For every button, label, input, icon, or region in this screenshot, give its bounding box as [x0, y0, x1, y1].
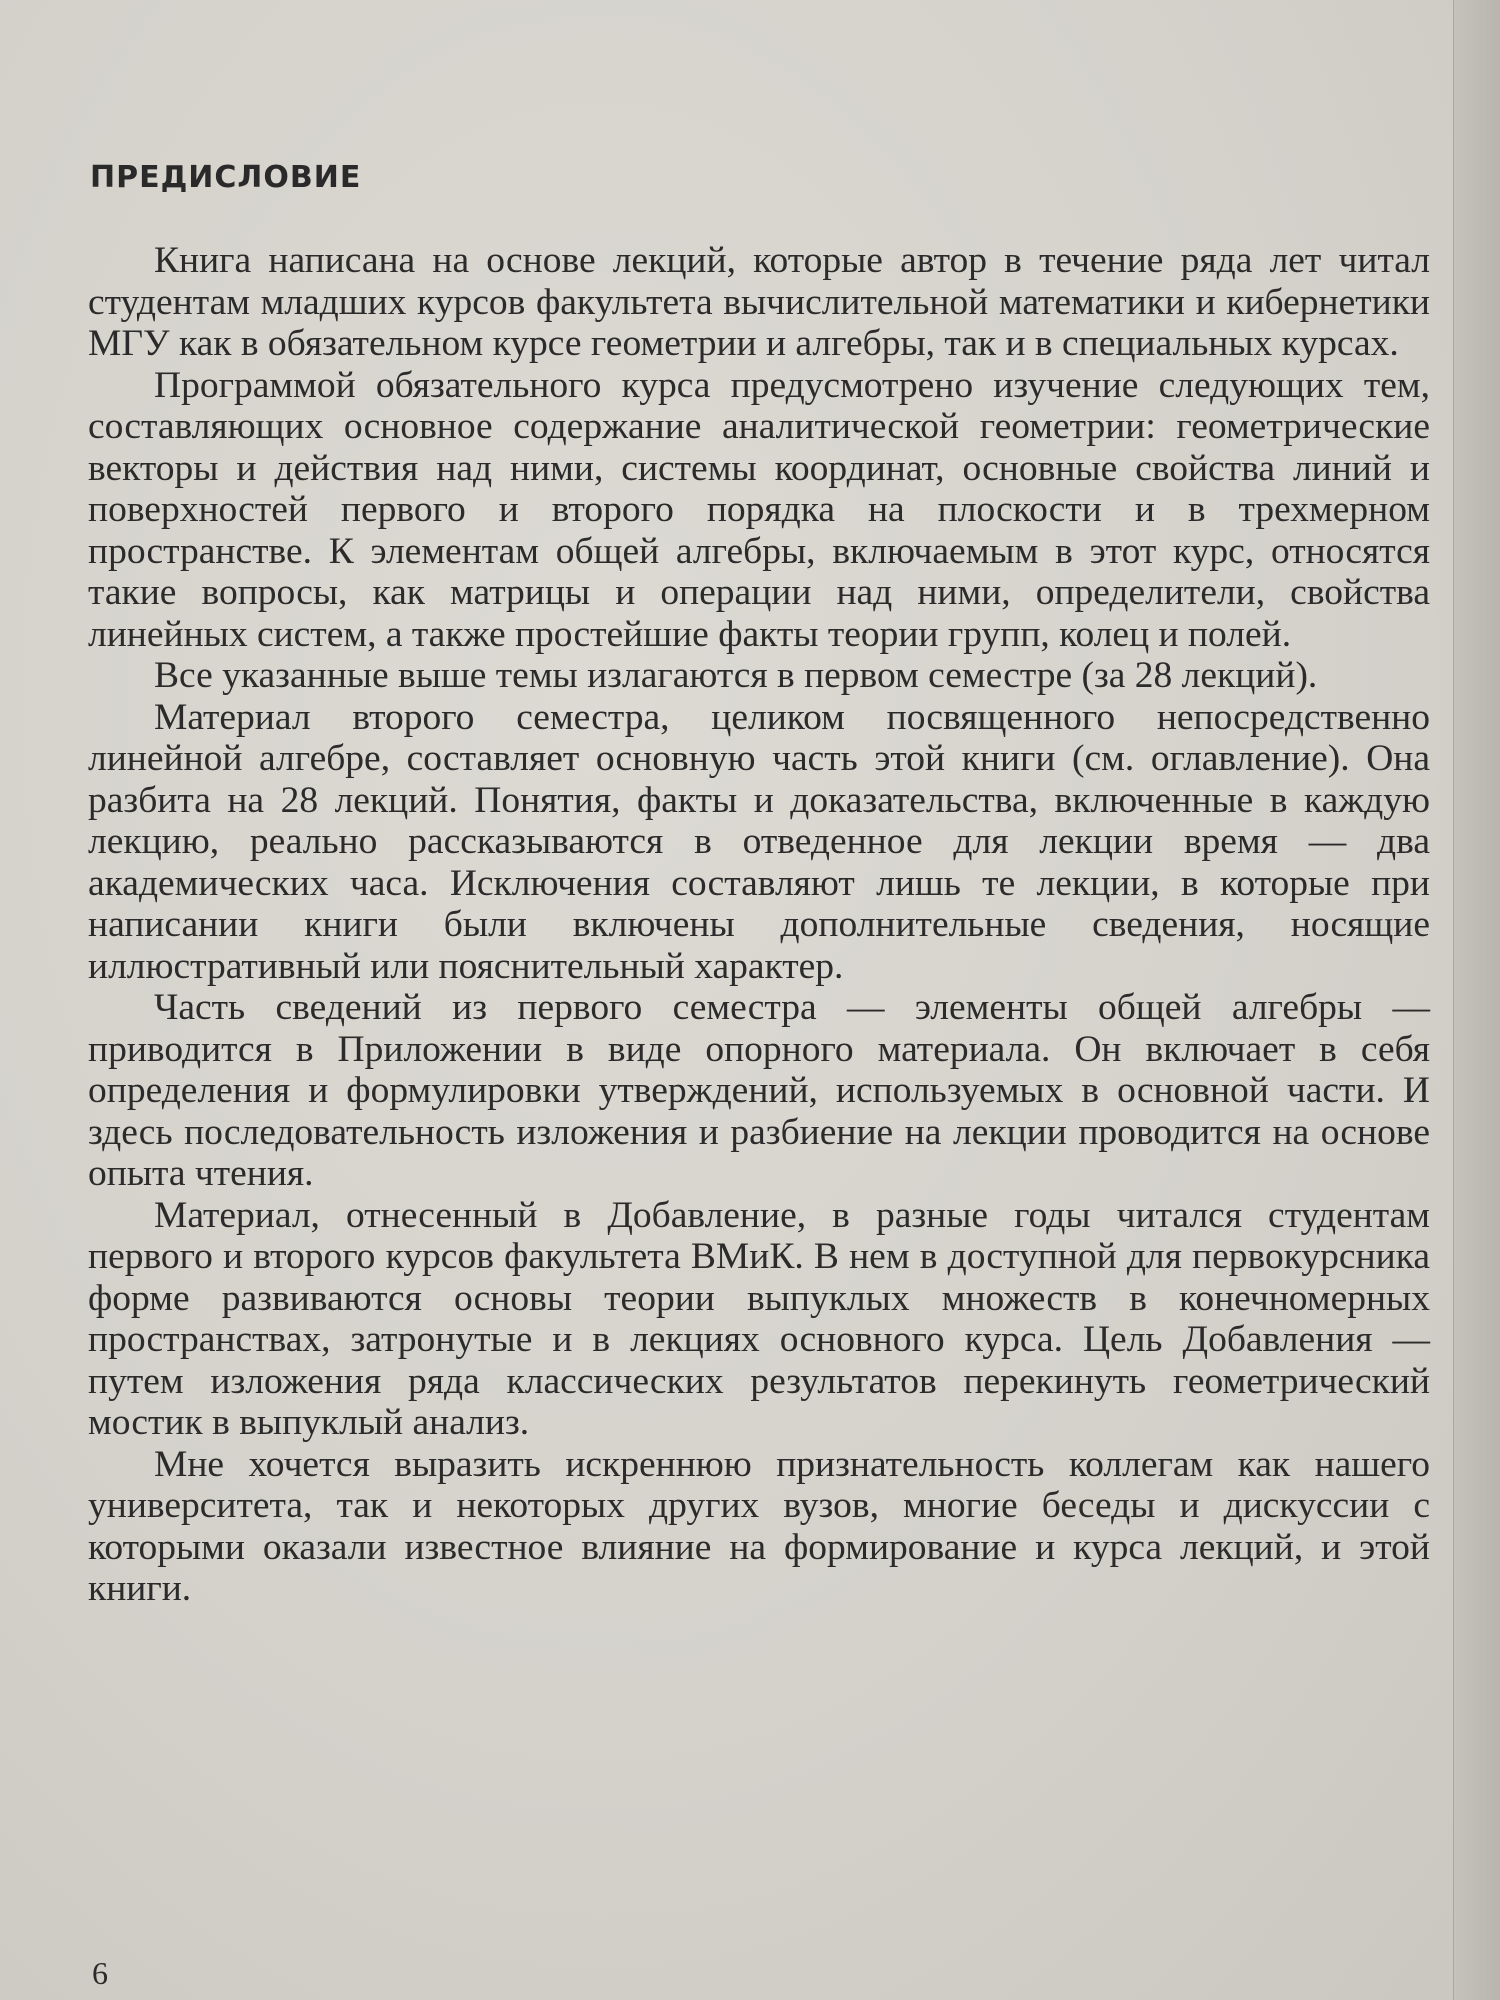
page-edge: [1454, 0, 1500, 2000]
preface-body: [88, 240, 1430, 1610]
paragraph: Книга написана на основе лекций, которые автор в течение ряда лет читал студентам младших курсов факультета вычислительной математики и кибернетики МГУ как в обязательном курсе геометрии и алгебры, так и в специальных курсах.: [88, 240, 1430, 364]
paragraph: Часть сведений из первого семестра — элементы общей алгебры — приводится в Приложении в виде опорного материала. Он включает в себя определения и формулировки утверждений, используемых в основной части. И здесь последовательность изложения и разбиение на лекции проводится на основе опыта чтения.: [88, 987, 1430, 1194]
page-edge-line: [1453, 0, 1454, 2000]
paragraph: Программой обязательного курса предусмотрено изучение следующих тем, составляющих основное содержание аналитической геометрии: геометрические векторы и действия над ними, системы координат, основные свойства линий и поверхностей первого и второго порядка на плоскости и в трехмерном пространстве. К элементам общей алгебры, включаемым в этот курс, относятся такие вопросы, как матрицы и операции над ними, определители, свойства линейных систем, а также простейшие факты теории групп, колец и полей.: [88, 364, 1430, 655]
paragraph: Материал, отнесенный в Добавление, в разные годы читался студентам первого и второго курсов факультета ВМиК. В нем в доступной для первокурсника форме развиваются основы теории выпуклых множеств в конечномерных пространствах, затронутые и в лекциях основного курса. Цель Добавления — путем изложения ряда классических результатов перекинуть геометрический мостик в выпуклый анализ.: [88, 1194, 1430, 1443]
page-title: ПРЕДИСЛОВИЕ: [90, 160, 362, 195]
page-number: 6: [92, 1955, 108, 1991]
paragraph: Материал второго семестра, целиком посвященного непосредственно линейной алгебре, составляет основную часть этой книги (см. оглавление). Она разбита на 28 лекций. Понятия, факты и доказательства, включенные в каждую лекцию, реально рассказываются в отведенное для лекции время — два академических часа. Исключения составляют лишь те лекции, в которые при написании книги были включены дополнительные сведения, носящие иллюстративный или пояснительный характер.: [88, 696, 1430, 987]
paragraph: Все указанные выше темы излагаются в первом семестре (за 28 лекций).: [154, 655, 1318, 696]
paragraph: Мне хочется выразить искреннюю признательность коллегам как нашего университета, так и некоторых других вузов, многие беседы и дискуссии с которыми оказали известное влияние на формирование и курса лекций, и этой книги.: [88, 1443, 1430, 1609]
